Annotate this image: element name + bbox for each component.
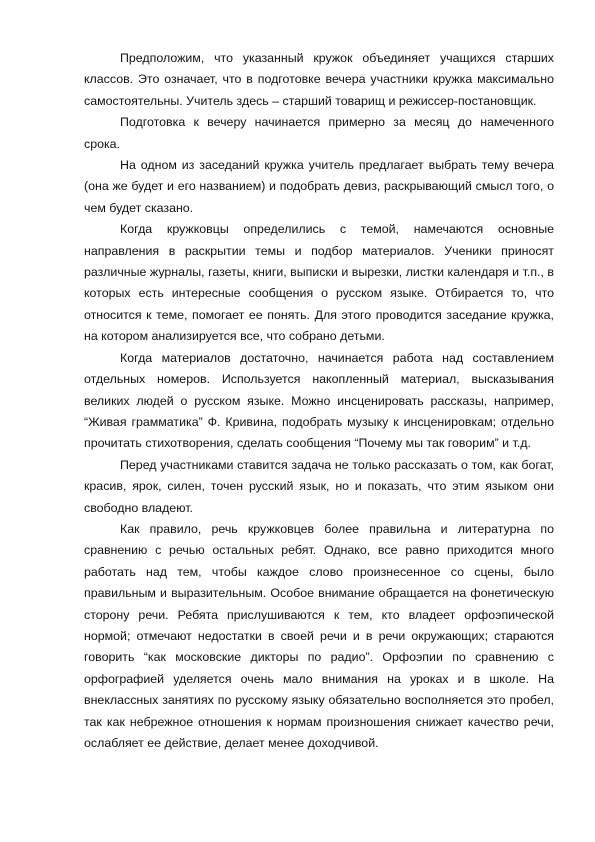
paragraph-2: Подготовка к вечеру начинается примерно за месяц до намеченного срока.: [84, 115, 554, 151]
document-page: [84, 48, 554, 754]
paragraph-3: На одном из заседаний кружка учитель предлагает выбрать тему вечера (она же будет и его названием) и подобрать девиз, раскрывающий смысл того, о чем будет сказано.: [84, 158, 554, 215]
paragraph-7: Как правило, речь кружковцев более правильна и литературна по сравнению с речью остальных ребят. Однако, все равно приходится много работать над тем, чтобы каждое слово произнесенное со сцены, было правильным и выразительным. Особое внимание обращается на фонетическую сторону речи. Ребята прислушиваются к тем, кто владеет орфоэпической нормой; отмечают недостатки в своей речи и в речи окружающих; стараются говорить “как московские дикторы по радио”. Орфоэпии по сравнению с орфографией уделяется очень мало внимания на уроках и в школе. На внеклассных занятиях по русскому языку обязательно восполняется это пробел, так как небрежное отношения к нормам произношения снижает качество речи, ослабляет ее действие, делает менее доходчивой.: [84, 521, 554, 750]
paragraph-6: Перед участниками ставится задача не только рассказать о том, как богат, красив, ярок, силен, точен русский язык, но и показать, что этим языком они свободно владеют.: [84, 457, 554, 515]
paragraph-5: Когда материалов достаточно, начинается работа над составлением отдельных номеров. Используется накопленный материал, высказывания великих людей о русском языке. Можно инсценировать рассказы, например, “Живая грамматика” Ф. Кривина, подобрать музыку к инсценировкам; отдельно прочитать стихотворения, сделать сообщения “Почему мы так говорим” и т.д.: [84, 350, 554, 451]
paragraph-1: Предположим, что указанный кружок объединяет учащихся старших классов. Это означает, что в подготовке вечера участники кружка максимально самостоятельны. Учитель здесь – старший товарищ и режиссер-постановщик.: [84, 51, 554, 108]
paragraph-4: Когда кружковцы определились с темой, намечаются основные направления в раскрытии темы и подбор материалов. Ученики приносят различные журналы, газеты, книги, выписки и вырезки, листки календаря и т.п., в которых есть интересные сообщения о русском языке. Отбирается то, что относится к теме, помогает ее понять. Для этого проводится заседание кружка, на котором анализируется все, что собрано детьми.: [84, 222, 554, 344]
